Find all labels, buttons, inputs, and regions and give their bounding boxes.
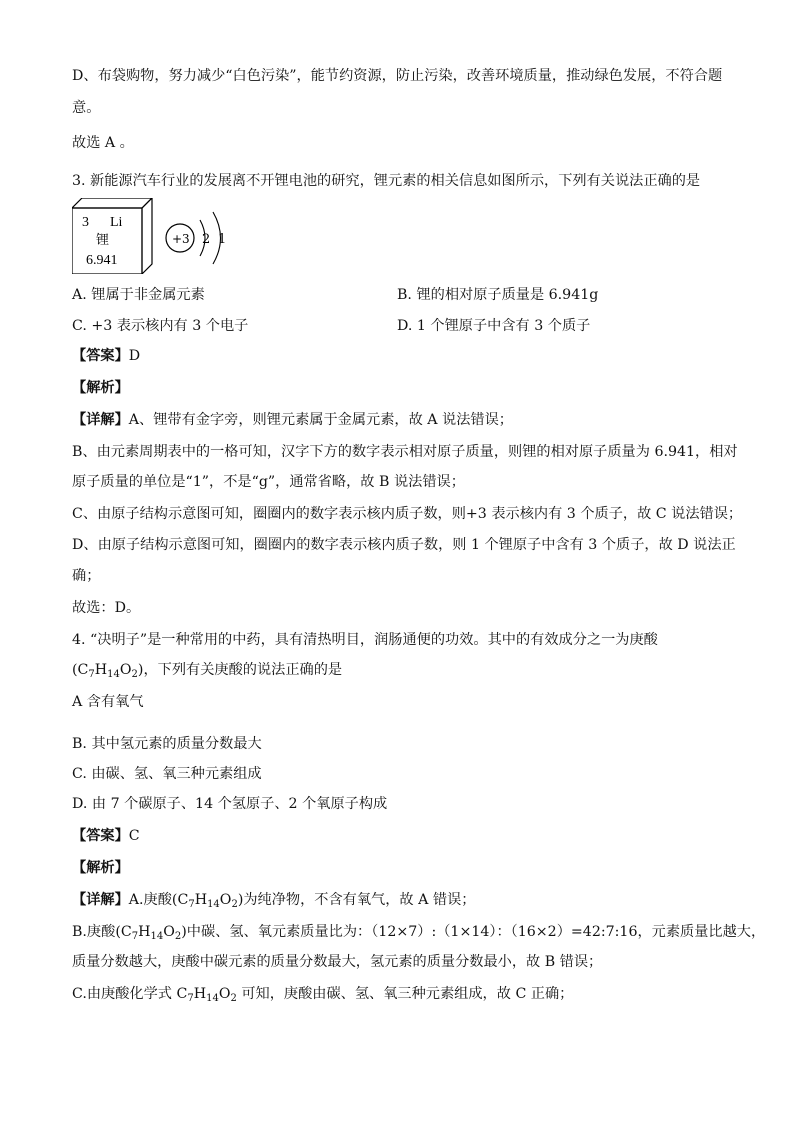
- q3-option-b: B. 锂的相对原子质量是 6.941g: [397, 287, 599, 303]
- element-symbol: Li: [110, 215, 123, 230]
- q3-detail-d: D、由原子结构示意图可知，圈圈内的数字表示核内质子数，则 1 个锂原子中含有 3 个质子，故 D 说法正: [72, 537, 736, 553]
- q4-option-a: A 含有氧气: [72, 694, 144, 710]
- text-line: 意。: [72, 100, 101, 116]
- question-4-stem-cont: $(C_7H_{14}O_2)$，下列有关庚酸的说法正确的是: [72, 662, 343, 680]
- q3-option-d: D. 1 个锂原子中含有 3 个质子: [397, 318, 591, 334]
- atomic-number: 3: [82, 215, 89, 230]
- q3-detail-a: 【详解】A、锂带有金字旁，则锂元素属于金属元素，故 A 说法错误；: [72, 412, 513, 428]
- nucleus-charge: +3: [172, 232, 190, 246]
- atomic-mass: 6.941: [86, 253, 118, 268]
- q4-detail-b: B.庚酸$(C_7H_{14}O_2)$中碳、氢、氧元素质量比为：（12×7）:（1×14）：（16×2）=42:7:16，元素质量比越大，: [72, 924, 766, 942]
- element-name: 锂: [96, 233, 110, 248]
- q4-answer: [72, 826, 140, 846]
- text-line: D、布袋购物，努力减少“白色污染”，能节约资源，防止污染，改善环境质量，推动绿色发展，不符合题: [72, 68, 723, 84]
- shell-1-electrons: 2: [202, 232, 211, 247]
- lithium-figure: [72, 198, 252, 274]
- element-cell: [72, 198, 152, 274]
- q4-detail-b-cont: 质量分数越大，庚酸中碳元素的质量分数最大，氢元素的质量分数最小，故 B 错误；: [72, 954, 603, 970]
- q4-detail-c: C.由庚酸化学式 $C_7H_{14}O_2$ 可知，庚酸由碳、氢、氧三种元素组成，故 C 正确；: [72, 986, 574, 1004]
- q4-analysis-heading: 【解析】: [72, 860, 129, 876]
- atomic-structure-diagram: [166, 212, 226, 264]
- q3-option-a: A. 锂属于非金属元素: [72, 287, 205, 303]
- q4-detail-a: 【详解】A.庚酸$(C_7H_{14}O_2)$为纯净物，不含有氧气，故 A 错误；: [72, 892, 476, 910]
- question-3-stem: 3. 新能源汽车行业的发展离不开锂电池的研究，锂元素的相关信息如图所示，下列有关说法正确的是: [72, 173, 701, 189]
- q3-analysis-heading: 【解析】: [72, 380, 129, 396]
- q4-option-d: D. 由 7 个碳原子、14 个氢原子、2 个氧原子构成: [72, 796, 388, 812]
- q3-detail-b-cont: 原子质量的单位是“1”，不是“g”，通常省略，故 B 说法错误；: [72, 474, 465, 490]
- q4-option-c: C. 由碳、氢、氧三种元素组成: [72, 766, 262, 782]
- q3-detail-d-cont: 确；: [72, 568, 101, 584]
- q3-conclusion: 故选：D。: [72, 600, 141, 616]
- q4-option-b: B. 其中氢元素的质量分数最大: [72, 736, 262, 752]
- answer-label: 【答案】: [72, 828, 129, 844]
- shell-2-electrons: 1: [218, 232, 227, 247]
- answer-label: 【答案】: [72, 348, 129, 364]
- detail-label: 【详解】: [72, 412, 129, 428]
- q3-detail-b: B、由元素周期表中的一格可知，汉字下方的数字表示相对原子质量，则锂的相对原子质量为 6.941，相对: [72, 444, 738, 460]
- q3-answer: [72, 346, 140, 366]
- text-line: 故选 A 。: [72, 135, 134, 151]
- q3-option-c: C. +3 表示核内有 3 个电子: [72, 318, 249, 334]
- question-4-stem: 4. “决明子”是一种常用的中药，具有清热明目，润肠通便的功效。其中的有效成分之一为庚酸: [72, 632, 658, 648]
- answer-value: C: [128, 828, 140, 844]
- q3-detail-c: C、由原子结构示意图可知，圈圈内的数字表示核内质子数，则+3 表示核内有 3 个质子，故 C 说法错误；: [72, 506, 743, 522]
- answer-value: D: [128, 348, 141, 364]
